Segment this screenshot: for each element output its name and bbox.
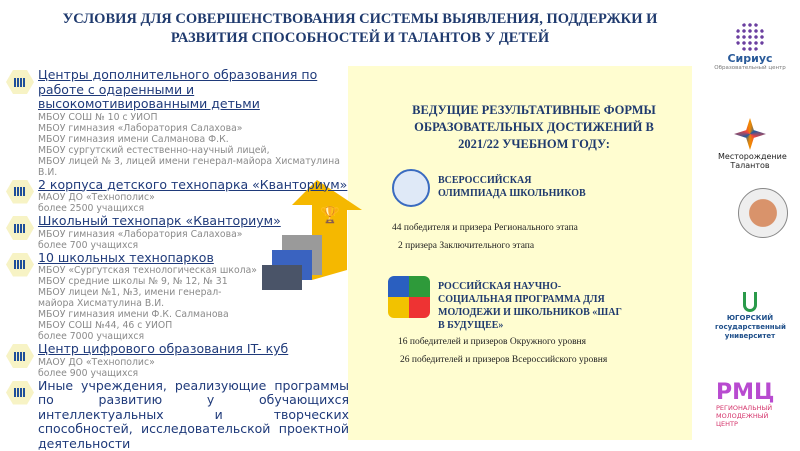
item-heading-link[interactable]: 10 школьных технопарков <box>38 251 349 266</box>
list-item <box>4 178 349 215</box>
item-detail: МБОУ гимназия имени Салманова Ф.К. <box>38 134 349 145</box>
list-item <box>4 342 349 379</box>
ugu-logo <box>700 292 800 341</box>
item-detail: МБОУ гимназия имени Ф.К. Салманова <box>38 309 349 320</box>
item-heading-link[interactable]: 2 корпуса детского технопарка «Кванториум» <box>38 178 349 193</box>
item-detail: МБОУ сургутский естественно-научный лицей, <box>38 145 349 156</box>
item-detail: более 900 учащихся <box>38 368 349 379</box>
item-detail: МБОУ СОШ №44, 46 с УИОП <box>38 320 349 331</box>
chart-bars-icon <box>6 381 34 405</box>
sprout-icon <box>743 292 757 312</box>
item-detail: МБОУ лицей № 3, лицей имени генерал-майора Хисматулина В.И. <box>38 156 349 178</box>
chart-bars-icon <box>6 180 34 204</box>
item-heading-link[interactable]: Школьный технопарк «Кванториум» <box>38 214 349 229</box>
rmc-name: РМЦ <box>716 382 800 404</box>
program-result-2: 26 победителей и призеров Всероссийского уровня <box>400 355 607 365</box>
svg-text:🏆: 🏆 <box>320 205 340 224</box>
page-title: УСЛОВИЯ ДЛЯ СОВЕРШЕНСТВОВАНИЯ СИСТЕМЫ ВЫЯВЛЕНИЯ, ПОДДЕРЖКИ И РАЗВИТИЯ СПОСОБНОСТЕЙ И ТАЛАНТОВ У ДЕТЕЙ <box>40 10 680 48</box>
program-result-1: 16 победителей и призеров Окружного уровня <box>398 337 586 347</box>
item-detail: МБОУ гимназия «Лаборатория Салахова» <box>38 229 349 240</box>
item-heading-link[interactable]: Центр цифрового образования IT- куб <box>38 342 349 357</box>
achievements-panel <box>348 66 692 440</box>
olympiad-result-1: 44 победителя и призера Регионального этапа <box>392 223 578 233</box>
chart-bars-icon <box>6 344 34 368</box>
panel-title: ВЕДУЩИЕ РЕЗУЛЬТАТИВНЫЕ ФОРМЫ ОБРАЗОВАТЕЛЬНЫХ ДОСТИЖЕНИЙ В 2021/22 УЧЕБНОМ ГОДУ: <box>404 102 664 153</box>
olympiad-result-2: 2 призера Заключительного этапа <box>398 241 534 251</box>
item-detail: МАОУ ДО «Технополис» <box>38 357 349 368</box>
list-item <box>4 68 349 178</box>
item-detail: более 7000 учащихся <box>38 331 349 342</box>
list-item <box>4 214 349 251</box>
sirius-logo <box>700 22 800 71</box>
item-detail: более 2500 учащихся <box>38 203 349 214</box>
item-detail: МАОУ ДО «Технополис» <box>38 192 349 203</box>
chart-bars-icon <box>6 216 34 240</box>
rmc-logo <box>716 382 800 428</box>
item-detail: МБОУ «Сургутская технологическая школа» <box>38 265 349 276</box>
rmc-subtitle: РЕГИОНАЛЬНЫЙ МОЛОДЕЖНЫЙ ЦЕНТР <box>716 404 776 428</box>
item-heading-link[interactable]: Центры дополнительного образования по работе с одаренными и высокомотивированными детьми <box>38 68 349 112</box>
other-institutions-text: Иные учреждения, реализующие программы по развитию у обучающихся интеллектуальных и творческих способностей, исследовательской проектной деятельности <box>38 379 349 451</box>
mestorozhdenie-name: Месторождение Талантов <box>718 152 782 170</box>
chart-bars-icon <box>6 70 34 94</box>
list-item <box>4 379 349 451</box>
sirius-name: Сириус <box>700 52 800 65</box>
olympiad-emblem-icon <box>392 169 430 207</box>
olympiad-title: ВСЕРОССИЙСКАЯ ОЛИМПИАДА ШКОЛЬНИКОВ <box>438 174 588 200</box>
sirius-subtitle: Образовательный центр <box>700 65 800 71</box>
chart-bars-icon <box>6 253 34 277</box>
list-item <box>4 251 349 343</box>
program-title: РОССИЙСКАЯ НАУЧНО-СОЦИАЛЬНАЯ ПРОГРАММА ДЛЯ МОЛОДЕЖИ И ШКОЛЬНИКОВ «ШАГ В БУДУЩЕЕ» <box>438 280 623 332</box>
item-detail: МБОУ лицеи №1, №3, имени генерал-майора Хисматулина В.И. <box>38 287 248 309</box>
cube-icon <box>388 276 430 318</box>
item-detail: МБОУ СОШ № 10 с УИОП <box>38 112 349 123</box>
dots-icon <box>735 22 765 52</box>
ugfml-lyceum-seal-icon <box>738 188 788 238</box>
star-icon <box>734 118 766 150</box>
ugu-name: ЮГОРСКИЙ государственный университет <box>715 314 785 341</box>
item-detail: МБОУ средние школы № 9, № 12, № 31 <box>38 276 349 287</box>
item-detail: МБОУ гимназия «Лаборатория Салахова» <box>38 123 349 134</box>
facilities-list <box>4 68 349 451</box>
item-detail: более 700 учащихся <box>38 240 349 251</box>
mestorozhdenie-logo <box>700 118 800 170</box>
